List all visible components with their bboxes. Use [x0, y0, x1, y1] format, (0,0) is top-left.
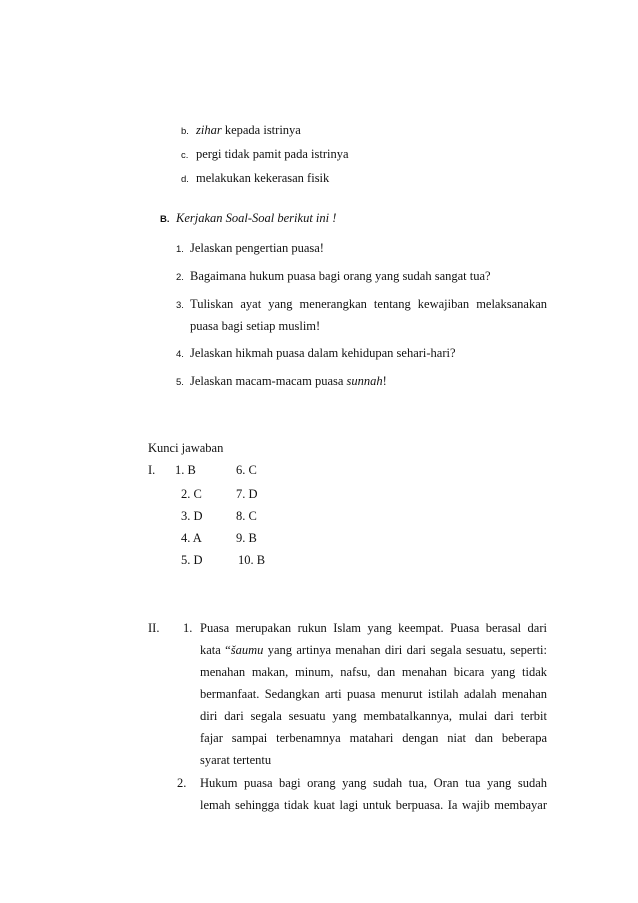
answer-item: 3. D: [181, 509, 203, 523]
essay-italic-term: šaumu: [230, 643, 264, 657]
answer-item: 4. A: [181, 531, 202, 545]
option-rest: kepada istrinya: [221, 123, 301, 137]
essay-line: Hukum puasa bagi orang yang sudah tua, Oran tua yang sudah: [200, 776, 547, 790]
option-letter: b.: [181, 126, 189, 137]
question-number: 4.: [176, 349, 184, 360]
answer-item: 6. C: [236, 463, 257, 477]
answer-item: 8. C: [236, 509, 257, 523]
essay-line: diri dari segala sesuatu yang membatalkannya, mulai dari terbit: [200, 709, 547, 723]
question-text: Bagaimana hukum puasa bagi orang yang sudah sangat tua?: [190, 269, 491, 283]
essay-line: syarat tertentu: [200, 753, 272, 767]
question-number: 3.: [176, 300, 184, 311]
essay-line-pre: kata “: [200, 643, 231, 657]
question-text: Tuliskan ayat yang menerangkan tentang kewajiban melaksanakan: [190, 297, 547, 311]
answer-item: 9. B: [236, 531, 257, 545]
essay-line: [200, 642, 547, 658]
answer-item: 2. C: [181, 487, 202, 501]
essay-line-post: yang artinya menahan diri dari segala sesuatu, seperti:: [263, 643, 547, 657]
answer-item: 7. D: [236, 487, 258, 501]
option-letter: d.: [181, 174, 189, 185]
question-text: Jelaskan hikmah puasa dalam kehidupan sehari-hari?: [190, 346, 456, 360]
question-text: Jelaskan pengertian puasa!: [190, 241, 324, 255]
essay-line: fajar sampai terbenamnya matahari dengan niat dan beberapa: [200, 731, 547, 745]
question-text: [190, 373, 387, 389]
option-letter: c.: [181, 150, 189, 161]
question-text-post: !: [382, 374, 387, 388]
essay-line: menahan makan, minum, nafsu, dan menahan bicara yang tidak: [200, 665, 547, 679]
essay-line: lemah sehingga tidak kuat lagi untuk berpuasa. Ia wajib membayar: [200, 798, 547, 812]
answer-item: 1. B: [175, 463, 196, 477]
question-number: 2.: [176, 272, 184, 283]
option-italic-term: zihar: [196, 123, 222, 137]
part2-item-number: 2.: [177, 776, 187, 790]
section-letter: B.: [160, 214, 170, 225]
part2-item-number: 1.: [183, 621, 193, 635]
part2-label: II.: [148, 621, 160, 635]
option-text: pergi tidak pamit pada istrinya: [196, 147, 349, 161]
section-heading: Kerjakan Soal-Soal berikut ini !: [176, 211, 337, 225]
question-italic-term: sunnah: [346, 374, 383, 388]
answer-item: 10. B: [238, 553, 266, 567]
answer-item: 5. D: [181, 553, 203, 567]
essay-line: Puasa merupakan rukun Islam yang keempat. Puasa berasal dari: [200, 621, 547, 635]
question-number: 1.: [176, 244, 184, 255]
option-text: melakukan kekerasan fisik: [196, 171, 330, 185]
answer-key-title: Kunci jawaban: [148, 441, 224, 455]
question-text-cont: puasa bagi setiap muslim!: [190, 319, 321, 333]
question-text-pre: Jelaskan macam-macam puasa: [190, 374, 347, 388]
option-text: [196, 122, 301, 138]
part1-label: I.: [148, 463, 156, 477]
essay-line: bermanfaat. Sedangkan arti puasa menurut istilah adalah menahan: [200, 687, 547, 701]
question-number: 5.: [176, 377, 184, 388]
